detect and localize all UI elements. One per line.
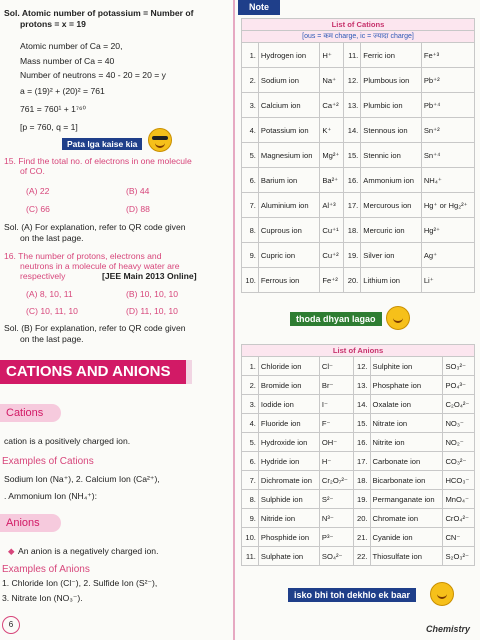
anions-subheading: Anions [0,514,61,532]
table-cell: MnO₄⁻ [443,490,475,509]
table-cell: Silver ion [361,243,422,268]
table-cell: Plumbic ion [361,93,422,118]
table-row [242,68,475,93]
table-cell: Thiosulfate ion [370,547,443,566]
table-cell: Bromide ion [258,376,319,395]
table-cell: 8. [242,490,259,509]
table-cell: Sulphite ion [370,357,443,376]
q16-line: neutrons in a molecule of heavy water are [20,261,180,271]
table-row [242,433,475,452]
table-cell: 7. [242,471,259,490]
table-cell: OH⁻ [319,433,353,452]
table-cell: Ag⁺ [421,243,474,268]
table-cell: Nitride ion [258,509,319,528]
table-cell: Magnesium ion [258,143,319,168]
table-cell: CrO₄²⁻ [443,509,475,528]
table-cell: Cr₂O₇²⁻ [319,471,353,490]
table-cell: 8. [242,218,259,243]
table-cell: K⁺ [320,118,344,143]
table-cell: 16. [344,168,361,193]
anion-table [241,344,475,566]
table-cell: 16. [353,433,370,452]
table-cell: Nitrate ion [370,414,443,433]
sol1-line: 761 = 760¹ + 1⁷⁶⁰ [20,104,86,114]
q15-option: (B) 44 [126,186,150,196]
anion-example: 1. Chloride Ion (Cl⁻), 2. Sulfide Ion (S²⁻), [2,578,158,588]
table-cell: NH₄⁺ [421,168,474,193]
table-cell: C₂O₄²⁻ [443,395,475,414]
sol1-line: Number of neutrons = 40 - 20 = 20 = y [20,70,166,80]
table-cell: 10. [242,268,259,293]
table-cell: Sulphide ion [258,490,319,509]
table-cell: 6. [242,452,259,471]
table-cell: 20. [353,509,370,528]
table-cell: CO₃²⁻ [443,452,475,471]
cation-table [241,18,475,293]
q16-option: (B) 10, 10, 10 [126,289,179,299]
table-cell: I⁻ [319,395,353,414]
table-cell: Dichromate ion [258,471,319,490]
table-cell: Pb⁺⁴ [421,93,474,118]
sol1-line: [p = 760, q = 1] [20,122,78,132]
table-cell: 19. [353,490,370,509]
table-cell: Stennous ion [361,118,422,143]
table-cell: Al⁺³ [320,193,344,218]
cation-table-title: List of Cations [242,19,475,31]
table-cell: Ba²⁺ [320,168,344,193]
table-cell: 14. [353,395,370,414]
left-column [0,0,232,640]
table-cell: 11. [242,547,259,566]
table-cell: Calcium ion [258,93,319,118]
table-cell: PO₄³⁻ [443,376,475,395]
q16-line: 16. The number of protons, electrons and [4,251,162,261]
table-cell: Carbonate ion [370,452,443,471]
table-cell: 19. [344,243,361,268]
cation-example: Sodium Ion (Na⁺), 2. Calcium Ion (Ca²⁺), [4,474,160,484]
cation-examples-heading: Examples of Cations [2,456,94,467]
table-row [242,376,475,395]
q16-option: (A) 8, 10, 11 [26,289,73,299]
table-cell: Potassium ion [258,118,319,143]
table-cell: Sn⁺⁴ [421,143,474,168]
table-cell: Na⁺ [320,68,344,93]
table-cell: Hg²⁺ [421,218,474,243]
table-row [242,243,475,268]
table-cell: 3. [242,395,259,414]
table-cell: Hg⁺ or Hg₂²⁺ [421,193,474,218]
table-cell: 4. [242,414,259,433]
table-cell: NO₃⁻ [443,414,475,433]
q16-source: [JEE Main 2013 Online] [102,271,197,281]
q15-line: of CO. [20,166,45,176]
anion-definition: An anion is a negatively charged ion. [18,546,159,556]
column-divider [233,0,235,640]
table-cell: Phosphate ion [370,376,443,395]
table-cell: 5. [242,433,259,452]
tip-label: Pata lga kaise kia [62,138,142,150]
table-cell: Fe⁺² [320,268,344,293]
table-row [242,143,475,168]
table-cell: Ferric ion [361,43,422,68]
q15-line: 15. Find the total no. of electrons in one molecule [4,156,192,166]
table-cell: Cupric ion [258,243,319,268]
sol3-line: on the last page. [20,334,84,344]
table-cell: Mercurous ion [361,193,422,218]
q15-option: (A) 22 [26,186,50,196]
table-cell: Cuprous ion [258,218,319,243]
sol3-line: Sol. (B) For explanation, refer to QR code given [4,323,186,333]
table-cell: 15. [344,143,361,168]
table-cell: 2. [242,376,259,395]
table-cell: Nitrite ion [370,433,443,452]
table-cell: Ferrous ion [258,268,319,293]
table-cell: 10. [242,528,259,547]
table-cell: 5. [242,143,259,168]
table-cell: Fluoride ion [258,414,319,433]
table-row [242,471,475,490]
anion-table-title: List of Anions [242,345,475,357]
wink-face-icon [430,582,454,606]
table-cell: CN⁻ [443,528,475,547]
table-cell: HCO₃⁻ [443,471,475,490]
table-cell: Cu⁺² [320,243,344,268]
table-cell: 2. [242,68,259,93]
table-cell: Permanganate ion [370,490,443,509]
table-row [242,528,475,547]
table-cell: Cu⁺¹ [320,218,344,243]
table-cell: Hydride ion [258,452,319,471]
sol1-line: Sol. Atomic number of potassium = Number of [4,8,194,18]
table-cell: Iodide ion [258,395,319,414]
table-cell: 4. [242,118,259,143]
table-cell: 15. [353,414,370,433]
table-row [242,490,475,509]
table-cell: P³⁻ [319,528,353,547]
table-cell: N³⁻ [319,509,353,528]
table-cell: Plumbous ion [361,68,422,93]
table-cell: 22. [353,547,370,566]
table-cell: Mercuric ion [361,218,422,243]
cation-example: . Ammonium Ion (NH₄⁺): [4,491,98,501]
table-cell: NO₂⁻ [443,433,475,452]
table-cell: 3. [242,93,259,118]
cation-table-subtitle: [ous = कम charge, ic = ज्यादा charge] [242,31,475,43]
table-cell: Ca⁺² [320,93,344,118]
table-row [242,547,475,566]
table-row [242,193,475,218]
table-row [242,168,475,193]
table-cell: Aluminium ion [258,193,319,218]
table-cell: Chloride ion [258,357,319,376]
note-tab: Note [238,0,280,15]
sol1-line: Mass number of Ca = 40 [20,56,115,66]
table-cell: Hydroxide ion [258,433,319,452]
q16-line: respectively [20,271,66,281]
table-cell: Lithium ion [361,268,422,293]
table-cell: Sulphate ion [258,547,319,566]
table-cell: F⁻ [319,414,353,433]
table-row [242,414,475,433]
table-cell: Sn⁺² [421,118,474,143]
anion-example: 3. Nitrate Ion (NO₃⁻). [2,593,83,603]
table-cell: Cyanide ion [370,528,443,547]
table-row [242,43,475,68]
table-cell: Bicarbonate ion [370,471,443,490]
table-cell: Fe⁺³ [421,43,474,68]
sol2-line: Sol. (A) For explanation, refer to QR code given [4,222,186,232]
table-cell: 13. [344,93,361,118]
reminder-label: isko bhi toh dekhlo ek baar [288,588,416,602]
table-cell: 14. [344,118,361,143]
q16-option: (D) 11, 10, 10 [126,306,178,316]
table-cell: Stennic ion [361,143,422,168]
table-cell: 9. [242,509,259,528]
table-cell: Ammonium ion [361,168,422,193]
table-cell: SO₃²⁻ [443,357,475,376]
q15-option: (D) 88 [126,204,150,214]
table-cell: Li⁺ [421,268,474,293]
table-cell: 18. [344,218,361,243]
table-cell: Br⁻ [319,376,353,395]
table-cell: Mg²⁺ [320,143,344,168]
cool-face-icon [148,128,172,152]
table-cell: 6. [242,168,259,193]
q15-option: (C) 66 [26,204,50,214]
bullet-icon: ◆ [8,546,15,556]
section-heading: CATIONS AND ANIONS [0,360,186,384]
table-cell: Barium ion [258,168,319,193]
table-cell: H⁻ [319,452,353,471]
table-row [242,452,475,471]
table-cell: 13. [353,376,370,395]
table-cell: 20. [344,268,361,293]
table-cell: 21. [353,528,370,547]
table-row [242,395,475,414]
subject-footer: Chemistry [425,624,470,634]
table-cell: Chromate ion [370,509,443,528]
table-cell: Oxalate ion [370,395,443,414]
sol2-line: on the last page. [20,233,84,243]
table-cell: SO₄²⁻ [319,547,353,566]
cation-definition: cation is a positively charged ion. [4,436,131,446]
table-cell: 12. [344,68,361,93]
table-cell: S²⁻ [319,490,353,509]
table-cell: Phosphide ion [258,528,319,547]
table-row [242,509,475,528]
table-row [242,268,475,293]
table-cell: 7. [242,193,259,218]
table-cell: 17. [344,193,361,218]
table-cell: S₂O₃²⁻ [443,547,475,566]
table-cell: Sodium ion [258,68,319,93]
page-number: 6 [2,616,20,634]
table-row [242,218,475,243]
table-row [242,357,475,376]
table-cell: Pb⁺² [421,68,474,93]
hint-label: thoda dhyan lagao [290,312,382,326]
table-cell: 18. [353,471,370,490]
table-cell: Cl⁻ [319,357,353,376]
smile-face-icon [386,306,410,330]
anion-examples-heading: Examples of Anions [2,564,90,575]
table-cell: 11. [344,43,361,68]
table-cell: 12. [353,357,370,376]
table-row [242,118,475,143]
table-cell: 1. [242,357,259,376]
sol1-line: a = (19)² + (20)² = 761 [20,86,105,96]
table-cell: 1. [242,43,259,68]
table-cell: 17. [353,452,370,471]
sol1-line: protons = x = 19 [20,19,86,29]
table-cell: 9. [242,243,259,268]
table-cell: H⁺ [320,43,344,68]
table-cell: Hydrogen ion [258,43,319,68]
table-row [242,93,475,118]
cations-subheading: Cations [0,404,61,422]
sol1-line: Atomic number of Ca = 20, [20,41,123,51]
q16-option: (C) 10, 11, 10 [26,306,78,316]
